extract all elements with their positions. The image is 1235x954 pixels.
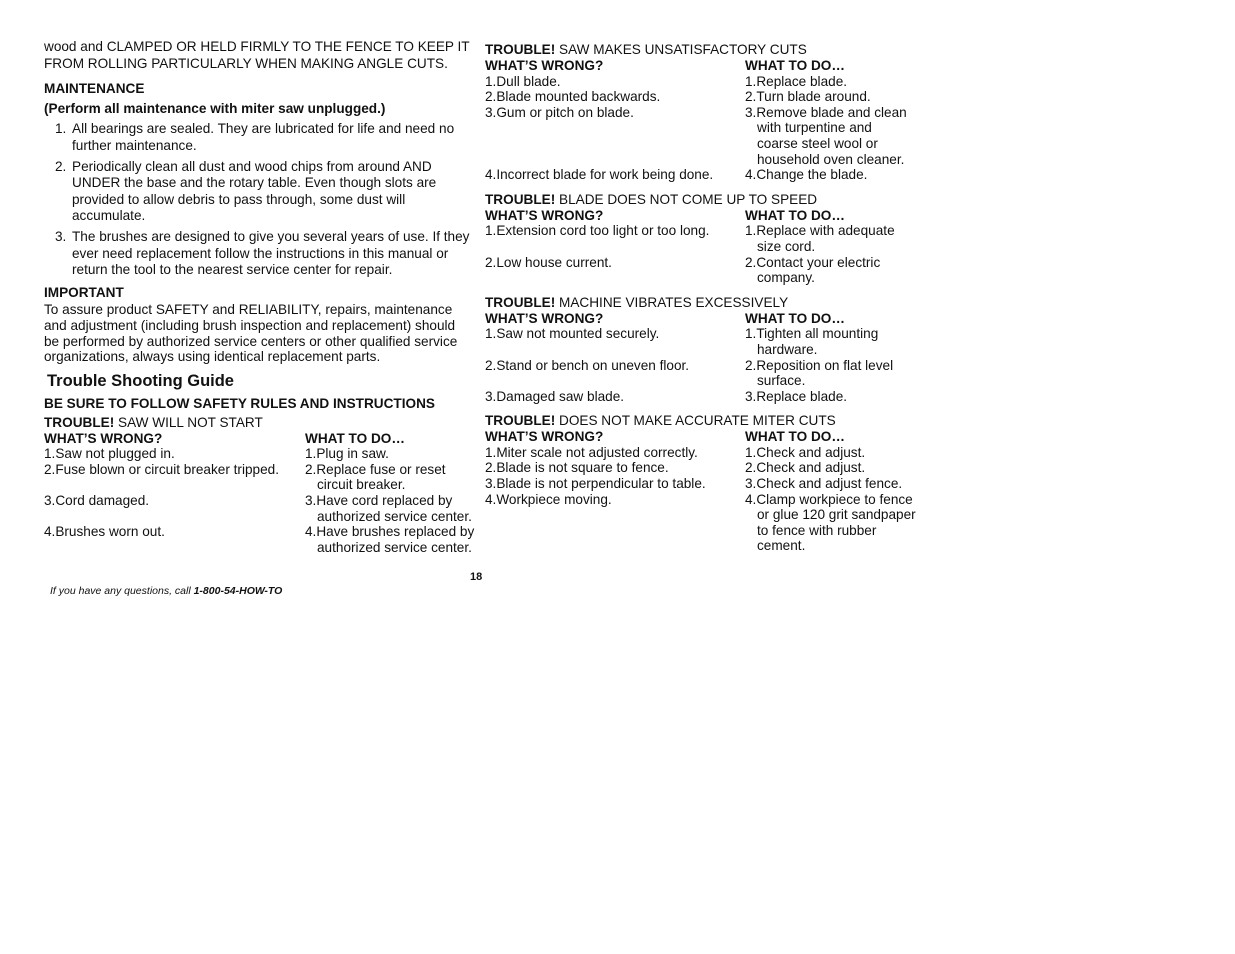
todo-cell: 2.Turn blade around. (745, 89, 871, 105)
wrong-cell: 3.Blade is not perpendicular to table. (485, 476, 706, 492)
todo-cell: 3.Check and adjust fence. (745, 476, 903, 492)
footer-note (50, 585, 282, 597)
maintenance-heading: MAINTENANCE (44, 81, 145, 97)
important-text: To assure product SAFETY and RELIABILITY, repairs, maintenance and adjustment (including brush inspection and replacement) should be performed by authorized service centers or other qualified service organizations, always using identical replacement parts. (44, 302, 458, 365)
todo-cell: 2.Contact your electric company. (745, 254, 881, 286)
todo-cell: 4.Clamp workpiece to fence or glue 120 grit sandpaper to fence with rubber cement. (745, 491, 916, 554)
whats-wrong-header: WHAT’S WRONG? (485, 310, 604, 326)
wrong-cell: 2.Blade mounted backwards. (485, 89, 661, 105)
wrong-cell: 2.Stand or bench on uneven floor. (485, 357, 690, 373)
what-to-do-header: WHAT TO DO… (745, 58, 845, 73)
todo-cell: 2.Replace fuse or reset circuit breaker. (305, 461, 446, 493)
wrong-cell: 4.Incorrect blade for work being done. (485, 167, 714, 183)
trouble-title: TROUBLE! DOES NOT MAKE ACCURATE MITER CUTS (485, 413, 836, 429)
trouble-block-blade-speed (485, 192, 925, 286)
whats-wrong-header: WHAT’S WRONG? (44, 430, 163, 446)
todo-cell: 1.Replace blade. (745, 73, 848, 89)
what-to-do-header: WHAT TO DO… (745, 207, 845, 223)
whats-wrong-header: WHAT’S WRONG? (485, 58, 604, 73)
wrong-cell: 3.Damaged saw blade. (485, 388, 625, 404)
maintenance-list (44, 121, 472, 278)
todo-cell: 1.Replace with adequate size cord. (745, 223, 895, 254)
wrong-cell: 2.Low house current. (485, 254, 612, 270)
wrong-cell: 3.Cord damaged. (44, 493, 150, 509)
wrong-cell: 1.Saw not plugged in. (44, 446, 175, 462)
wrong-cell: 1.Miter scale not adjusted correctly. (485, 444, 698, 460)
trouble-table (485, 208, 925, 286)
maintenance-item: 1. All bearings are sealed. They are lubricated for life and need no further maintenance. (55, 121, 455, 153)
todo-cell: 4.Change the blade. (745, 167, 868, 183)
what-to-do-header: WHAT TO DO… (745, 310, 845, 326)
wrong-cell: 1.Extension cord too light or too long. (485, 223, 710, 239)
what-to-do-header: WHAT TO DO… (305, 430, 405, 446)
footer-text: If you have any questions, call (50, 585, 194, 597)
wrong-cell: 1.Dull blade. (485, 73, 561, 89)
wrong-cell: 3.Gum or pitch on blade. (485, 104, 634, 120)
todo-cell: 3.Replace blade. (745, 388, 848, 404)
wrong-cell: 4.Brushes worn out. (44, 524, 165, 540)
wrong-cell: 2.Fuse blown or circuit breaker tripped. (44, 461, 279, 477)
trouble-block-saw-will-not-start (44, 414, 475, 556)
trouble-block-vibrates (485, 295, 925, 405)
trouble-block-unsatisfactory-cuts (485, 42, 925, 183)
maintenance-item: 3. The brushes are designed to give you several years of use. If they ever need replacement follow the instructions in this manual or return the tool to the nearest service center for repair. (55, 228, 470, 278)
wrong-cell: 4.Workpiece moving. (485, 491, 612, 507)
todo-cell: 1.Tighten all mounting hardware. (745, 326, 879, 357)
todo-cell: 4.Have brushes replaced by authorized service center. (305, 524, 475, 555)
intro-text: wood and CLAMPED OR HELD FIRMLY TO THE FENCE TO KEEP IT FROM ROLLING PARTICULARLY WHEN MAKING ANGLE CUTS. (44, 39, 470, 71)
wrong-cell: 1.Saw not mounted securely. (485, 326, 660, 342)
trouble-title: TROUBLE! BLADE DOES NOT COME UP TO SPEED (485, 191, 818, 207)
todo-cell: 2.Check and adjust. (745, 460, 866, 476)
whats-wrong-header: WHAT’S WRONG? (485, 429, 604, 445)
whats-wrong-header: WHAT’S WRONG? (485, 207, 604, 223)
trouble-table (485, 311, 925, 405)
trouble-table (485, 58, 925, 183)
wrong-cell: 2.Blade is not square to fence. (485, 460, 669, 476)
trouble-table (44, 430, 475, 556)
todo-cell: 1.Plug in saw. (305, 446, 389, 462)
todo-cell: 3.Have cord replaced by authorized service center. (305, 493, 472, 524)
trouble-title: TROUBLE! MACHINE VIBRATES EXCESSIVELY (485, 294, 789, 310)
todo-cell: 1.Check and adjust. (745, 444, 866, 460)
trouble-table (485, 429, 925, 554)
trouble-title: TROUBLE! SAW MAKES UNSATISFACTORY CUTS (485, 42, 807, 57)
safety-rule-heading: BE SURE TO FOLLOW SAFETY RULES AND INSTRUCTIONS (44, 395, 435, 411)
todo-cell: 2.Reposition on flat level surface. (745, 357, 894, 389)
maintenance-item: 2. Periodically clean all dust and wood chips from around AND UNDER the base and the rotary table. Even though slots are provided to allow debris to pass through, some dust will accumulate. (55, 158, 437, 224)
important-heading: IMPORTANT (44, 284, 124, 300)
todo-cell: 3.Remove blade and clean with turpentine and coarse steel wool or household oven cleaner. (745, 104, 907, 167)
trouble-block-miter-cuts (485, 413, 925, 554)
left-column (44, 39, 475, 555)
maintenance-subheading: (Perform all maintenance with miter saw unplugged.) (44, 100, 386, 116)
what-to-do-header: WHAT TO DO… (745, 429, 845, 445)
guide-title: Trouble Shooting Guide (47, 371, 234, 390)
page-number: 18 (470, 571, 483, 583)
right-column (485, 42, 925, 554)
footer-phone: 1-800-54-HOW-TO (193, 585, 283, 597)
trouble-title: TROUBLE! SAW WILL NOT START (44, 414, 263, 430)
